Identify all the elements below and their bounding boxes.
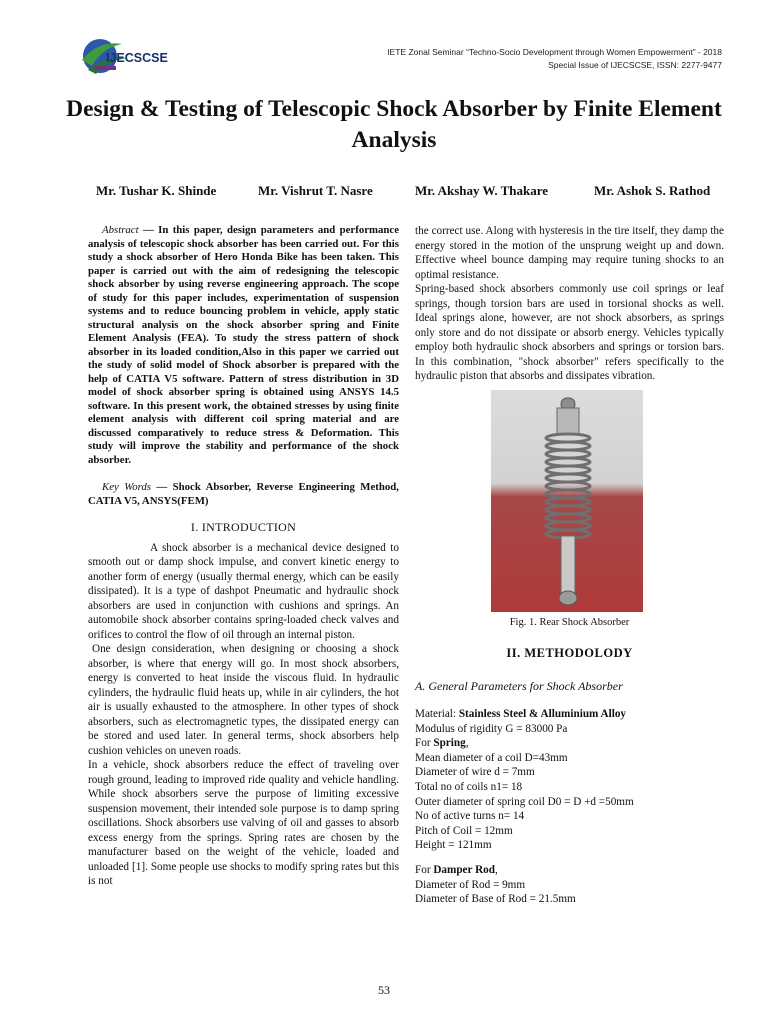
seminar-line: IETE Zonal Seminar “Techno-Socio Development through Women Empowerment” - 2018 (387, 47, 722, 57)
figure-caption: Fig. 1. Rear Shock Absorber (509, 616, 630, 628)
author-4: Mr. Ashok S. Rathod (594, 183, 711, 198)
methodology-heading: II. METHODOLODY (506, 646, 633, 660)
lower-tube (561, 536, 575, 594)
spring-param: Diameter of wire d = 7mm (415, 766, 535, 779)
damper-param: Diameter of Base of Rod = 21.5mm (415, 893, 576, 906)
author-1: Mr. Tushar K. Shinde (96, 183, 217, 198)
rigidity-line: Modulus of rigidity G = 83000 Pa (415, 722, 568, 735)
author-3: Mr. Akshay W. Thakare (415, 183, 549, 198)
damper-param: Diameter of Rod = 9mm (415, 878, 526, 891)
intro-paragraph-4: the correct use. Along with hysteresis in the tire itself, they damp the energy stored in the motion of the unsprung weight up and down. Effective wheel bounce damping may require tuning shocks to an optimal resistance. (415, 225, 724, 281)
material-value: Stainless Steel & Alluminium Alloy (458, 708, 627, 720)
intro-paragraph-2: One design consideration, when designing or choosing a shock absorber, is where that energy will go. In most shock absorbers, energy is converted to heat inside the viscous fluid. In hydraulic cylinders, the hydraulic fluid heats up, while in air cylinders, the hot air is usually exhausted to the atmosphere. In other types of shock absorbers, such as electromagnetic types, the dissipated energy can be stored and used later. In general terms, shock absorbers help cushion vehicles on uneven roads. (88, 643, 399, 757)
spring-param: Total no of coils n1= 18 (415, 780, 523, 793)
keywords-lead: Key Words (102, 481, 151, 493)
methodology-subheading: A. General Parameters for Shock Absorber (415, 678, 623, 693)
spring-param: Mean diameter of a coil D=43mm (415, 751, 568, 764)
damper-line: For Damper Rod, (415, 863, 498, 876)
spring-value: Spring (433, 737, 466, 750)
intro-heading: I. INTRODUCTION (190, 520, 297, 534)
shock-absorber-illustration (491, 390, 643, 612)
logo-text: IJECSCSE (106, 51, 168, 65)
author-2: Mr. Vishrut T. Nasre (258, 183, 373, 198)
coil-spring (546, 434, 590, 538)
spring-label: For (415, 737, 434, 750)
spring-param: Outer diameter of spring coil D0 = D +d =50mm (415, 795, 634, 808)
issn-line: Special Issue of IJECSCSE, ISSN: 2277-9477 (548, 60, 722, 70)
page-number: 53 (378, 983, 390, 997)
damper-value: Damper Rod (433, 863, 495, 876)
intro-paragraph-3: In a vehicle, shock absorbers reduce the effect of traveling over rough ground, leading to improved ride quality and vehicle handling. While shock absorbers serve the purpose of limiting excessive suspension movement, their intended sole purpose is to damp spring oscillations. Shock absorbers use valving of oil and gasses to absorb excess energy from the springs. Spring rates are chosen by the manufacturer based on the weight of the vehicle, loaded and unloaded [1]. Some people use shocks to modify spring rates but this is not (88, 759, 399, 887)
logo-bar (94, 66, 116, 70)
authors-row (40, 183, 728, 199)
abstract-lead: Abstract (102, 224, 139, 236)
material-line (415, 707, 724, 722)
right-column (415, 224, 724, 907)
spring-param: Pitch of Coil = 12mm (415, 824, 513, 837)
paper-title: Design & Testing of Telescopic Shock Absorber by Finite Element Analysis (66, 96, 722, 153)
upper-body (557, 408, 579, 434)
journal-header (387, 46, 722, 72)
intro-paragraph-5: Spring-based shock absorbers commonly use coil springs or leaf springs, though torsion bars are used in torsional shocks as well. Ideal springs alone, however, are not shock absorbers, as springs only store and do not dissipate or absorb energy. Vehicles typically employ both hydraulic shock absorbers and springs or torsion bars. In this combination, "shock absorber" refers specifically to the hydraulic piston that absorbs and dissipates vibration. (415, 283, 724, 382)
intro-paragraph-1: A shock absorber is a mechanical device designed to smooth out or damp shock impulse, and convert kinetic energy to another form of energy (usually thermal energy, which can be easily dissipated). It is a type of dashpot Pneumatic and hydraulic shock absorbers are used in conjunction with cushions and springs. An automobile shock absorber contains spring-loaded check valves and orifices to control the flow of oil through an internal piston. (88, 541, 399, 641)
left-column (88, 224, 399, 889)
damper-label: For (415, 863, 434, 876)
spring-param: No of active turns n= 14 (415, 810, 525, 823)
parameter-list (415, 707, 724, 907)
bottom-eye (559, 591, 577, 605)
spring-param: Height = 121mm (415, 839, 492, 852)
abstract (88, 224, 399, 467)
ijecscse-logo (78, 30, 188, 78)
keywords-text: — Shock Absorber, Reverse Engineering Method, CATIA V5, ANSYS(FEM) (88, 481, 399, 507)
keywords (88, 481, 399, 508)
spring-line: For Spring, (415, 737, 469, 750)
shock-absorber-photo (491, 390, 643, 612)
material-label: Material: (415, 708, 459, 720)
abstract-text: — In this paper, design parameters and performance analysis of telescopic shock absorber has been carried out. For this study a shock absorber of Hero Honda Bike has been taken. This paper is carried out with the aim of redesigning the telescopic shock absorber by using reverse engineering approach. The scope of study for this paper includes, experimentation of suspension systems and to reduce bouncing problem in vehicle, apply static structural analysis on the shock absorber spring and Finite Element Analysis (FEA). To study the stress pattern of shock absorber in its loaded condition,Also in this paper we carried out the study of solid model of Shock absorber is prepared with the help of CATIA V5 software. Pattern of stress distribution in 3D model of shock absorber spring is obtained using ANSYS 14.5 software. In this present work, the obtained stresses by using finite element analysis with different coil spring material and are discussed comparatively to reduce stress & Deformation. This study will improve the stability and performance of the shock absorber. (88, 224, 399, 466)
